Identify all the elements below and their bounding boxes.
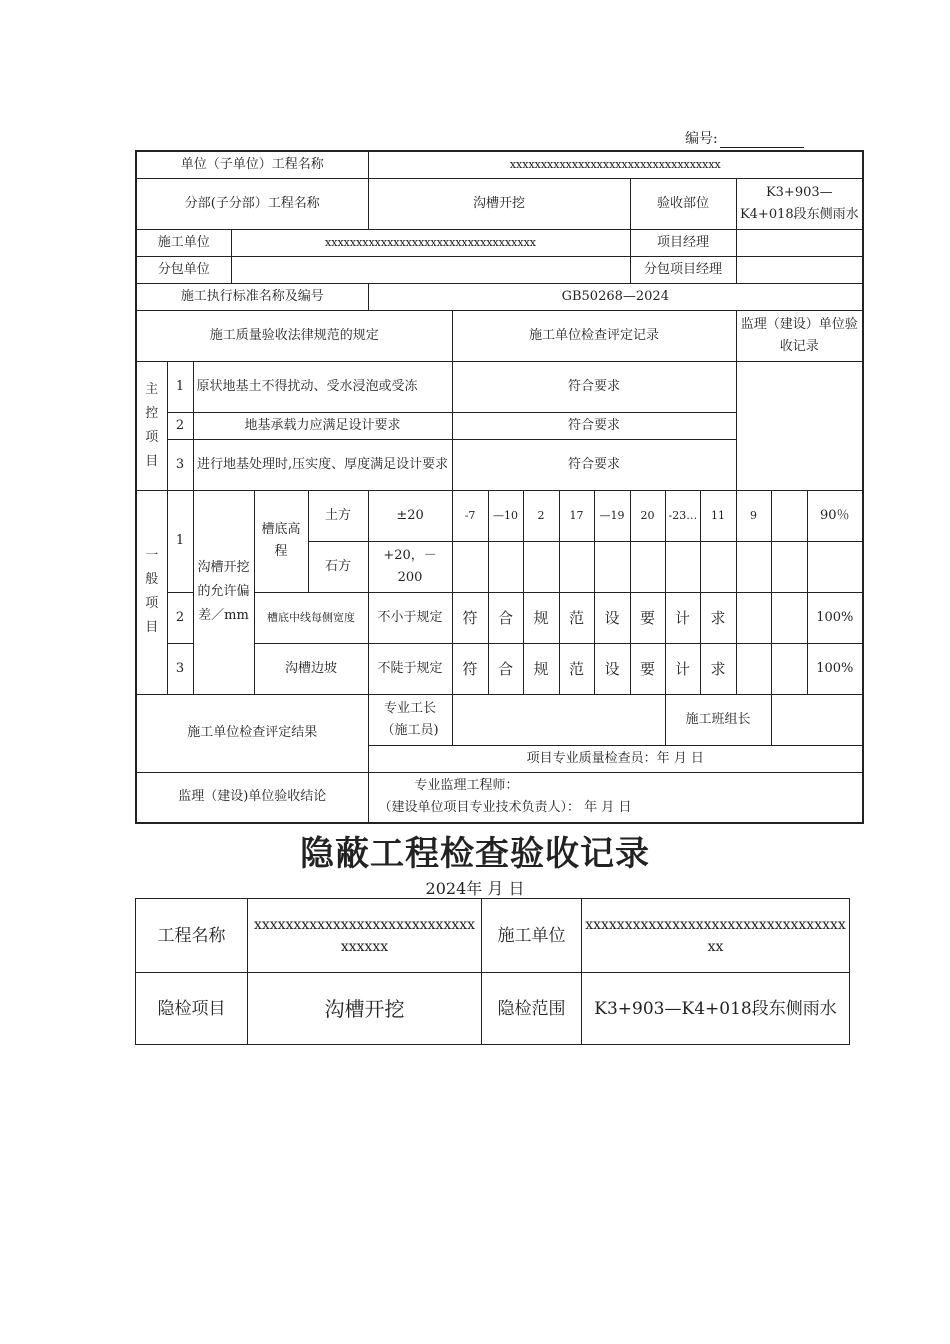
measure-cell[interactable] [700,541,736,592]
measure-cell[interactable]: 计 [665,592,700,643]
measure-cell[interactable] [665,541,700,592]
document-title: 隐蔽工程检查验收记录 [300,834,650,874]
project-name-value[interactable]: xxxxxxxxxxxxxxxxxxxxxxxxxxxxxxxxxx [248,899,482,973]
measure-cell[interactable]: 11 [700,490,736,541]
hidden-contractor-value[interactable]: xxxxxxxxxxxxxxxxxxxxxxxxxxxxxxxxxxx [582,899,850,973]
general-item-no: 1 [167,490,193,592]
measure-cell[interactable]: 合 [488,643,523,694]
measure-cell[interactable] [771,541,807,592]
subcontractor-label: 分包单位 [136,256,231,283]
standard-label: 施工执行标准名称及编号 [136,283,368,310]
main-control-group [136,361,167,490]
measure-cell[interactable] [771,643,807,694]
inspection-form-table [135,150,864,824]
accept-part-value[interactable]: K3+903—K4+018段东侧雨水 [736,178,863,229]
measure-cell[interactable]: 设 [594,643,630,694]
main-item-text: 进行地基处理时,压实度、厚度满足设计要求 [193,439,452,490]
supervisor-line-2: （建设单位项目专业技术负责人）： 年 月 日 [378,800,632,816]
pass-rate[interactable]: 90％ [807,490,863,541]
header-check-record: 施工单位检查评定记录 [452,310,736,361]
measure-cell[interactable]: 9 [736,490,771,541]
accept-part-label: 验收部位 [630,178,736,229]
sub-pm-label: 分包项目经理 [630,256,736,283]
main-item-text: 原状地基土不得扰动、受水浸泡或受冻 [193,361,452,412]
measure-cell[interactable]: 符 [452,643,488,694]
measure-cell[interactable]: 规 [523,592,559,643]
contractor-value[interactable]: xxxxxxxxxxxxxxxxxxxxxxxxxxxxxxxxxx [231,229,630,256]
document-date: 2024年 月 日 [425,879,525,898]
unit-name-label: 单位（子单位）工程名称 [136,151,368,178]
general-sub-label: 沟槽开挖的允许偏差／mm [193,490,254,694]
measure-cell[interactable]: 规 [523,643,559,694]
main-supervisor-record[interactable] [736,361,863,490]
measure-cell[interactable]: 范 [559,592,594,643]
measure-cell[interactable] [452,541,488,592]
pm-label: 项目经理 [630,229,736,256]
hidden-scope-label: 隐检范围 [482,973,582,1045]
hidden-contractor-label: 施工单位 [482,899,582,973]
supervisor-signature[interactable] [368,772,863,823]
main-item-result[interactable]: 符合要求 [452,412,736,439]
measure-cell[interactable] [594,541,630,592]
measure-cell[interactable] [771,592,807,643]
header-regulation: 施工质量验收法律规范的规定 [136,310,452,361]
main-item-result[interactable]: 符合要求 [452,361,736,412]
serial-number [685,128,804,148]
pass-rate[interactable] [807,541,863,592]
sub-name-value[interactable]: 沟槽开挖 [368,178,630,229]
team-leader-label: 施工班组长 [665,694,771,745]
earthwork-tolerance: ±20 [368,490,452,541]
contractor-label: 施工单位 [136,229,231,256]
measure-cell[interactable]: 计 [665,643,700,694]
hidden-item-label: 隐检项目 [136,973,248,1045]
slope-tolerance: 不陡于规定 [368,643,452,694]
main-item-no: 1 [167,361,193,412]
measure-cell[interactable]: 设 [594,592,630,643]
bottom-elevation-label: 槽底高程 [254,490,308,592]
foreman-value[interactable] [452,694,665,745]
measure-cell[interactable]: 符 [452,592,488,643]
measure-cell[interactable] [488,541,523,592]
main-item-no: 2 [167,412,193,439]
bottom-width-tolerance: 不小于规定 [368,592,452,643]
general-group-label: 一般项目 [145,548,159,635]
sub-pm-value[interactable] [736,256,863,283]
measure-cell[interactable]: 求 [700,592,736,643]
result-label: 施工单位检查评定结果 [136,694,368,772]
supervisor-line-1: 专业监理工程师： [414,778,519,794]
hidden-works-table [135,898,850,1045]
rockwork-label: 石方 [308,541,368,592]
measure-cell[interactable] [559,541,594,592]
main-control-group-label: 主控项目 [145,381,159,469]
bottom-width-label: 槽底中线每侧宽度 [254,592,368,643]
earthwork-label: 土方 [308,490,368,541]
measure-cell[interactable]: 17 [559,490,594,541]
subcontractor-value[interactable] [231,256,630,283]
pass-rate[interactable]: 100% [807,592,863,643]
header-supervisor: 监理（建设）单位验收记录 [736,310,863,361]
unit-name-value[interactable]: xxxxxxxxxxxxxxxxxxxxxxxxxxxxxxxxxx [368,151,863,178]
hidden-item-value[interactable]: 沟槽开挖 [248,973,482,1045]
conclusion-label: 监理（建设)单位验收结论 [136,772,368,823]
measure-cell[interactable]: 要 [630,643,665,694]
measure-cell[interactable]: 求 [700,643,736,694]
measure-cell[interactable]: 合 [488,592,523,643]
main-item-text: 地基承载力应满足设计要求 [193,412,452,439]
hidden-scope-value[interactable]: K3+903—K4+018段东侧雨水 [582,973,850,1045]
serial-blank[interactable] [720,133,804,148]
rockwork-tolerance: +20，－200 [368,541,452,592]
measure-cell[interactable]: 要 [630,592,665,643]
measure-cell[interactable] [771,490,807,541]
serial-label: 编号: [685,131,718,147]
measure-cell[interactable] [736,592,771,643]
measure-cell[interactable]: —19 [594,490,630,541]
sub-name-label: 分部(子分部）工程名称 [136,178,368,229]
general-item-no: 2 [167,592,193,643]
standard-value[interactable]: GB50268—2024 [368,283,863,310]
measure-cell[interactable] [736,541,771,592]
measure-cell[interactable] [523,541,559,592]
main-item-result[interactable]: 符合要求 [452,439,736,490]
pm-value[interactable] [736,229,863,256]
pass-rate[interactable]: 100% [807,643,863,694]
general-group [136,490,167,694]
measure-cell[interactable]: 2 [523,490,559,541]
measure-cell[interactable] [630,541,665,592]
inspector-line[interactable]: 项目专业质量检查员：年 月 日 [368,745,863,772]
measure-cell[interactable]: -23… [665,490,700,541]
slope-label: 沟槽边坡 [254,643,368,694]
general-item-no: 3 [167,643,193,694]
project-name-label: 工程名称 [136,899,248,973]
measure-cell[interactable]: —10 [488,490,523,541]
foreman-label: 专业工长（施工员) [368,694,452,745]
measure-cell[interactable] [736,643,771,694]
main-item-no: 3 [167,439,193,490]
measure-cell[interactable]: 20 [630,490,665,541]
measure-cell[interactable]: 范 [559,643,594,694]
team-leader-value[interactable] [771,694,863,745]
measure-cell[interactable]: -7 [452,490,488,541]
